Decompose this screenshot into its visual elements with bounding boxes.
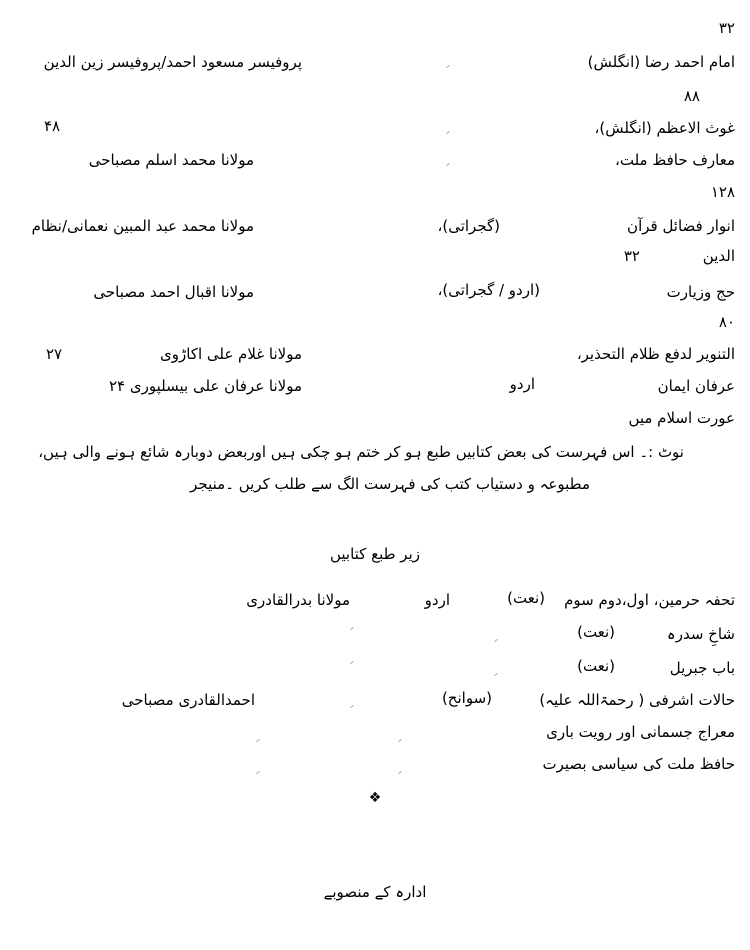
catalog-title: عرفان ایمان (657, 377, 735, 395)
upcoming-genre: (سوانح) (441, 689, 492, 707)
catalog-language: (اردو / گجراتی)، (437, 281, 540, 299)
ditto-mark (446, 65, 450, 68)
catalog-title: انوار فضائل قرآن (627, 217, 735, 235)
upcoming-title: باب جبریل (669, 659, 735, 677)
upcoming-genre: (نعت) (577, 657, 615, 675)
ditto-mark (350, 627, 354, 630)
upcoming-title: حافظ ملت کی سیاسی بصیرت (542, 755, 735, 773)
ditto-mark (398, 739, 402, 742)
note-line: مطبوعہ و دستیاب کتب کی فہرست الگ سے طلب کریں ۔منیجر (190, 475, 590, 493)
upcoming-title: تحفہ حرمین، اول،دوم سوم (564, 591, 735, 609)
catalog-number: ۸۸ (683, 87, 700, 105)
upcoming-title: شاخِ سدرہ (666, 625, 735, 643)
catalog-title: معارف حافظ ملت، (615, 151, 735, 169)
catalog-language: (گجراتی)، (437, 217, 500, 235)
catalog-title: عورت اسلام میں (628, 409, 735, 427)
ditto-mark (494, 673, 498, 676)
catalog-author: مولانا عرفان علی بیسلپوری ۲۴ (109, 377, 302, 395)
catalog-author: پروفیسر مسعود احمد/پروفیسر زین الدین (43, 53, 302, 71)
catalog-number: ۳۲ (623, 247, 640, 265)
upcoming-author: مولانا بدرالقادری (246, 591, 350, 609)
ornament: ❖ (368, 790, 382, 806)
catalog-author: مولانا اقبال احمد مصباحی (93, 283, 254, 301)
upcoming-title: معراج جسمانی اور رویت باری (546, 723, 735, 741)
catalog-title: الدین (702, 247, 735, 265)
note-line: نوٹ :۔ اس فہرست کی بعض کتابیں طبع ہو کر ختم ہو چکی ہیں اوربعض دوبارہ شائع ہونے والی ہیں، (38, 443, 684, 461)
ditto-mark (494, 639, 498, 642)
catalog-number: ۲۷ (46, 345, 63, 363)
catalog-title: حج وزیارت (666, 283, 735, 301)
upcoming-genre: (نعت) (577, 623, 615, 641)
ditto-mark (446, 131, 450, 134)
catalog-number: ۴۸ (44, 117, 61, 135)
catalog-author: مولانا غلام علی اکاڑوی (160, 345, 302, 363)
ditto-mark (350, 661, 354, 664)
catalog-author: مولانا محمد اسلم مصباحی (88, 151, 254, 169)
upcoming-author: احمدالقادری مصباحی (121, 691, 255, 709)
catalog-title: غوث الاعظم (انگلش)، (594, 119, 735, 137)
catalog-title: امام احمد رضا (انگلش) (587, 53, 735, 71)
page-number: ۳۲ (718, 19, 735, 37)
catalog-title: التنویر لدفع ظلام التحذیر، (576, 345, 735, 363)
upcoming-language: اردو (424, 591, 450, 609)
catalog-author: مولانا محمد عبد المبین نعمانی/نظام (31, 217, 254, 235)
bottom-heading: ادارہ کے منصوبے (323, 883, 427, 901)
ditto-mark (398, 771, 402, 774)
ditto-mark (446, 163, 450, 166)
upcoming-genre: (نعت) (507, 589, 545, 607)
catalog-language: اردو (509, 375, 535, 393)
catalog-number: ۸۰ (718, 313, 735, 331)
ditto-mark (256, 771, 260, 774)
upcoming-title: حالات اشرفی ( رحمۃاللہ علیہ) (539, 691, 735, 709)
ditto-mark (256, 739, 260, 742)
catalog-number: ۱۲۸ (710, 183, 735, 201)
section-heading: زیر طبع کتابیں (329, 545, 421, 563)
ditto-mark (350, 705, 354, 708)
